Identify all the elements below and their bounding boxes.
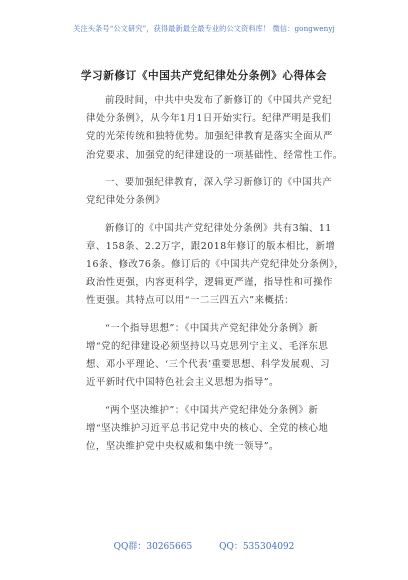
- paragraph-intro: [86, 92, 354, 165]
- paragraph-line: 增“坚决维护习近平总书记党中央的核心、全党的核心地: [86, 423, 329, 434]
- paragraph-two-upholds: [86, 402, 354, 457]
- paragraph-line: 新修订的《中国共产党纪律处分条例》共有3编、11: [105, 222, 332, 234]
- paragraph-line: 党的光荣传统和独特优势。加强纪律教育是落实全面从严: [86, 131, 333, 143]
- paragraph-line: 16条、修改76条。修订后的《中国共产党纪律处分条例》，: [86, 259, 345, 270]
- paragraph-line: 政治性更强，内容更科学，逻辑更严谨，指导性和可操作: [86, 277, 333, 289]
- paragraph-line: 党纪律处分条例》: [86, 195, 166, 207]
- paragraph-line: 章、158条、2.2万字，跟2018年修订的版本相比，新增: [86, 240, 336, 252]
- section-heading-1: [86, 174, 354, 210]
- document-body: [86, 92, 354, 466]
- paragraph-line: 近平新时代中国特色社会主义思想为指导”。: [86, 377, 279, 389]
- paragraph-overview: [86, 220, 354, 311]
- footer-qq-group: QQ群：30265665: [113, 542, 193, 552]
- paragraph-line: 律处分条例》，从今年1月1日开始实行。纪律严明是我们: [86, 113, 332, 125]
- footer-contact: [0, 539, 408, 552]
- header-promo-text: 关注头条号“公文研究”，获得最新最全最专业的公文资料库！ 微信：gongwenyj: [73, 24, 335, 33]
- paragraph-line: “两个坚决维护”：《中国共产党纪律处分条例》新: [105, 404, 319, 416]
- paragraph-line: 想、邓小平理论、‘三个代表’重要思想、科学发展观、习: [86, 359, 330, 371]
- paragraph-line: 位，坚决维护党中央权威和集中统一领导”。: [86, 441, 279, 453]
- paragraph-line: 一、要加强纪律教育，深入学习新修订的《中国共产: [105, 177, 333, 188]
- paragraph-line: 性更强。其特点可以用“一二三四五六”来概括：: [86, 295, 295, 307]
- paragraph-line: “一个指导思想”：《中国共产党纪律处分条例》新: [105, 322, 319, 334]
- paragraph-line: 增“党的纪律建设必须坚持以马克思列宁主义、毛泽东思: [86, 341, 329, 352]
- paragraph-line: 前段时间，中共中央发布了新修订的《中国共产党纪: [105, 95, 333, 106]
- document-title: 学习新修订《中国共产党纪律处分条例》心得体会: [80, 70, 328, 82]
- paragraph-guiding-thought: [86, 320, 354, 393]
- paragraph-line: 治党要求、加强党的纪律建设的一项基础性、经常性工作。: [86, 149, 343, 161]
- footer-qq-number: QQ：535304092: [219, 542, 295, 552]
